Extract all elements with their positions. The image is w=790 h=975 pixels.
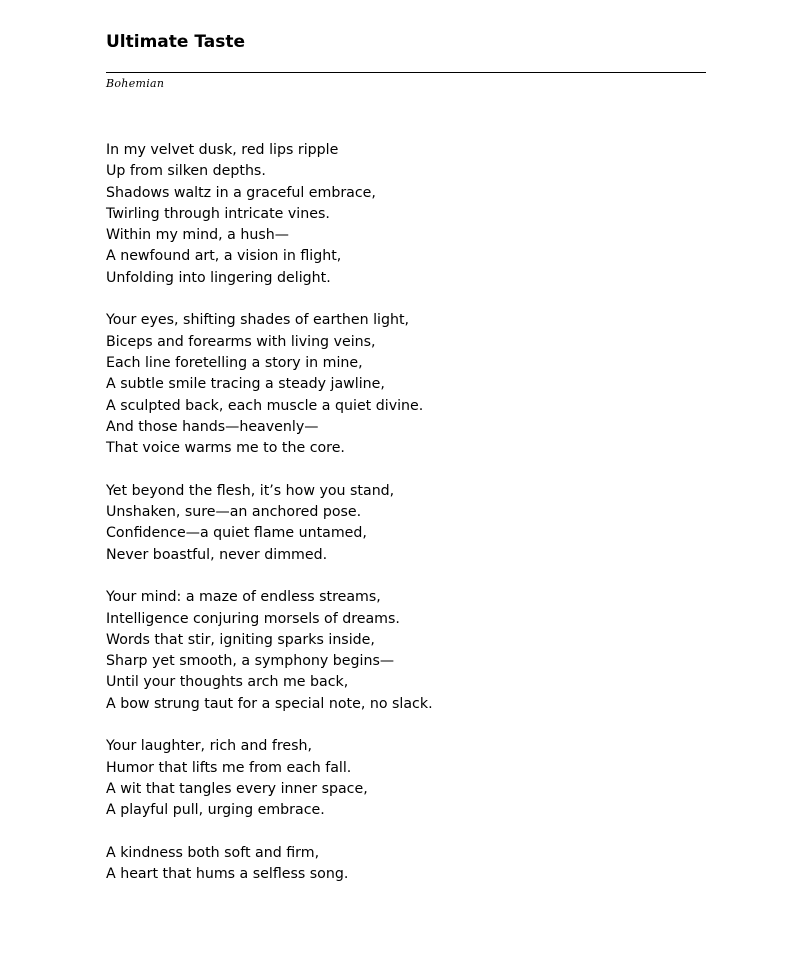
poem-line: A kindness both soft and firm,	[106, 844, 320, 861]
poem-line: That voice warms me to the core.	[106, 440, 345, 457]
poem-line: Your mind: a maze of endless streams,	[106, 589, 381, 606]
poem-line: A newfound art, a vision in flight,	[106, 248, 342, 265]
poem-line: In my velvet dusk, red lips ripple	[106, 142, 339, 158]
poem-line: Sharp yet smooth, a symphony begins—	[106, 653, 395, 670]
poem-line: Each line foretelling a story in mine,	[106, 354, 363, 371]
poem-line: A wit that tangles every inner space,	[106, 780, 368, 797]
poem-body	[106, 140, 706, 907]
poem-line: A subtle smile tracing a steady jawline,	[106, 376, 385, 393]
poem-line: Intelligence conjuring morsels of dreams.	[106, 610, 400, 627]
poem-line: Yet beyond the flesh, it’s how you stand,	[106, 482, 395, 499]
poem-line: Humor that lifts me from each fall.	[106, 759, 352, 776]
poem-stanza	[106, 481, 706, 566]
poem-line: Never boastful, never dimmed.	[106, 546, 328, 563]
poem-line: Unfolding into lingering delight.	[106, 269, 331, 286]
poem-line: A sculpted back, each muscle a quiet divine.	[106, 397, 424, 414]
poem-line: And those hands—heavenly—	[106, 418, 319, 435]
poem-line: Biceps and forearms with living veins,	[106, 333, 376, 350]
title-divider	[106, 72, 706, 73]
poem-title: Ultimate Taste	[106, 32, 245, 52]
poem-line: Your eyes, shifting shades of earthen light,	[106, 312, 410, 329]
poem-line: Shadows waltz in a graceful embrace,	[106, 184, 376, 201]
author-byline: Bohemian	[106, 77, 165, 90]
poem-line: Twirling through intricate vines.	[106, 205, 330, 222]
poem-line: Until your thoughts arch me back,	[106, 674, 349, 691]
poem-line: Confidence—a quiet flame untamed,	[106, 525, 367, 542]
poem-stanza	[106, 736, 706, 821]
poem-line: Within my mind, a hush—	[106, 227, 289, 244]
poem-stanza	[106, 310, 706, 459]
poem-line: A heart that hums a selfless song.	[106, 866, 349, 883]
poem-line: Up from silken depths.	[106, 163, 266, 180]
poem-line: Your laughter, rich and fresh,	[106, 738, 312, 755]
poem-stanza	[106, 587, 706, 715]
poem-stanza	[106, 843, 706, 886]
poem-stanza	[106, 140, 706, 289]
poem-line: Words that stir, igniting sparks inside,	[106, 631, 375, 648]
poem-line: A playful pull, urging embrace.	[106, 802, 325, 819]
poem-line: A bow strung taut for a special note, no slack.	[106, 695, 433, 712]
poem-line: Unshaken, sure—an anchored pose.	[106, 504, 362, 521]
